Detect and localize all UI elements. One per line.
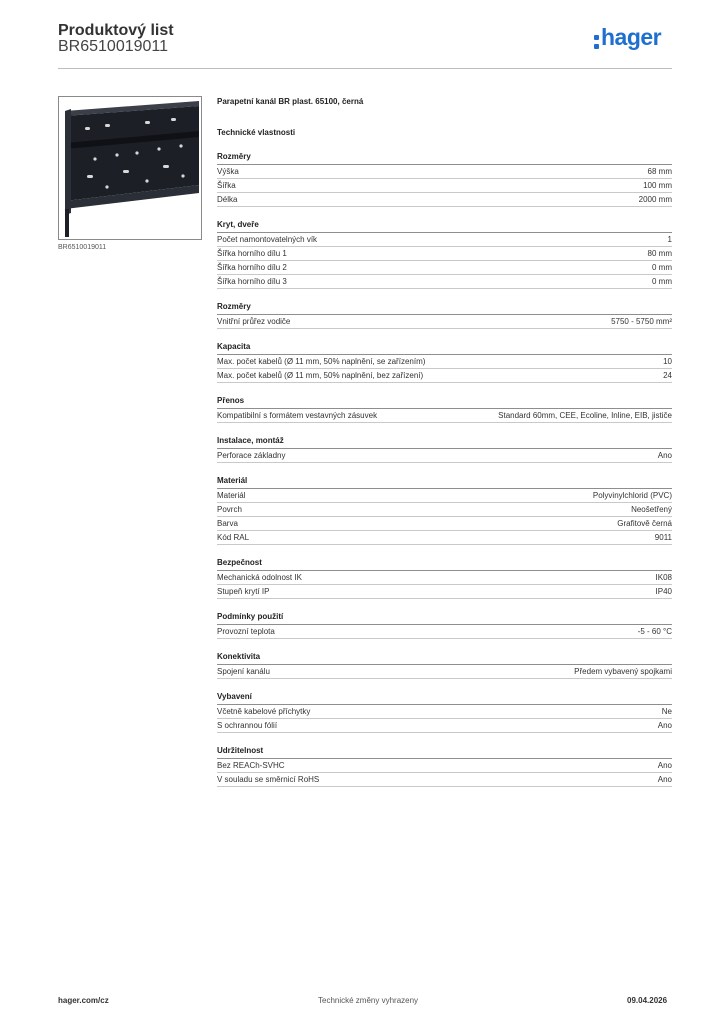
spec-label: Materiál <box>217 491 246 500</box>
section-title: Vybavení <box>217 691 672 705</box>
spec-row <box>217 705 672 719</box>
spec-label: Max. počet kabelů (Ø 11 mm, 50% naplnění, bez zařízení) <box>217 371 424 380</box>
spec-value: Ano <box>657 721 672 730</box>
spec-label: Bez REACh-SVHC <box>217 761 285 770</box>
spec-row <box>217 503 672 517</box>
spec-section <box>217 745 672 787</box>
spec-label: Počet namontovatelných vík <box>217 235 318 244</box>
spec-row <box>217 179 672 193</box>
spec-label: Barva <box>217 519 238 528</box>
spec-section <box>217 475 672 545</box>
spec-value: 68 mm <box>647 167 672 176</box>
spec-value: Ano <box>657 761 672 770</box>
section-title: Kapacita <box>217 341 672 355</box>
spec-value: 5750 - 5750 mm² <box>611 317 672 326</box>
section-title: Udržitelnost <box>217 745 672 759</box>
spec-label: Šířka horního dílu 3 <box>217 277 287 286</box>
spec-sections <box>217 151 672 787</box>
spec-label: Kompatibilní s formátem vestavných zásuvek <box>217 411 378 420</box>
spec-section <box>217 219 672 289</box>
spec-label: Mechanická odolnost IK <box>217 573 302 582</box>
spec-label: Šířka <box>217 181 236 190</box>
spec-row <box>217 315 672 329</box>
footer-date: 09.04.2026 <box>627 996 668 1005</box>
section-title: Instalace, montáž <box>217 435 672 449</box>
spec-section <box>217 341 672 383</box>
spec-row <box>217 233 672 247</box>
spec-row <box>217 369 672 383</box>
spec-value: Ano <box>657 775 672 784</box>
spec-row <box>217 773 672 787</box>
section-title: Kryt, dveře <box>217 219 672 233</box>
spec-value: 0 mm <box>652 277 672 286</box>
spec-label: Šířka horního dílu 1 <box>217 249 287 258</box>
spec-row <box>217 355 672 369</box>
spec-row <box>217 531 672 545</box>
spec-label: Spojení kanálu <box>217 667 270 676</box>
spec-row <box>217 517 672 531</box>
spec-section <box>217 611 672 639</box>
product-name: Parapetní kanál BR plast. 65100, černá <box>217 97 364 106</box>
spec-row <box>217 409 672 423</box>
spec-label: Povrch <box>217 505 242 514</box>
spec-row <box>217 585 672 599</box>
spec-section <box>217 691 672 733</box>
spec-label: S ochrannou fólií <box>217 721 278 730</box>
spec-value: -5 - 60 °C <box>637 627 672 636</box>
spec-row <box>217 247 672 261</box>
spec-label: Délka <box>217 195 238 204</box>
section-title: Přenos <box>217 395 672 409</box>
product-code: BR6510019011 <box>58 38 169 55</box>
hager-logo[interactable] <box>594 26 674 54</box>
spec-label: Stupeň krytí IP <box>217 587 270 596</box>
spec-label: Provozní teplota <box>217 627 275 636</box>
spec-row <box>217 275 672 289</box>
header-divider <box>58 68 672 69</box>
spec-row <box>217 449 672 463</box>
spec-value: Ne <box>661 707 672 716</box>
spec-label: Max. počet kabelů (Ø 11 mm, 50% naplnění, se zařízením) <box>217 357 426 366</box>
product-image <box>58 96 202 240</box>
spec-value: 2000 mm <box>638 195 672 204</box>
spec-value: 1 <box>667 235 672 244</box>
section-title: Podmínky použití <box>217 611 672 625</box>
footer-website[interactable]: hager.com/cz <box>58 996 109 1005</box>
spec-section <box>217 435 672 463</box>
spec-label: Kód RAL <box>217 533 250 542</box>
spec-label: V souladu se směrnicí RoHS <box>217 775 320 784</box>
spec-value: Předem vybavený spojkami <box>574 667 672 676</box>
spec-label: Výška <box>217 167 239 176</box>
spec-section <box>217 395 672 423</box>
logo-wordmark: hager <box>601 24 662 50</box>
image-caption: BR6510019011 <box>58 244 107 251</box>
section-title: Rozměry <box>217 151 672 165</box>
section-title: Bezpečnost <box>217 557 672 571</box>
spec-section <box>217 651 672 679</box>
tech-properties-title: Technické vlastnosti <box>217 128 296 137</box>
spec-row <box>217 759 672 773</box>
spec-value: Ano <box>657 451 672 460</box>
spec-row <box>217 719 672 733</box>
section-title: Materiál <box>217 475 672 489</box>
spec-section <box>217 301 672 329</box>
footer-note: Technické změny vyhrazeny <box>318 996 419 1005</box>
spec-value: Polyvinylchlorid (PVC) <box>592 491 672 500</box>
spec-value: 24 <box>663 371 672 380</box>
spec-value: Neošetřený <box>631 505 672 514</box>
spec-row <box>217 165 672 179</box>
spec-row <box>217 193 672 207</box>
spec-value: Standard 60mm, CEE, Ecoline, Inline, EIB, jističe <box>498 411 672 420</box>
spec-label: Šířka horního dílu 2 <box>217 263 287 272</box>
spec-row <box>217 261 672 275</box>
spec-row <box>217 571 672 585</box>
spec-label: Včetně kabelové příchytky <box>217 707 311 716</box>
spec-value: Grafitově černá <box>617 519 672 528</box>
spec-row <box>217 625 672 639</box>
spec-value: 0 mm <box>652 263 672 272</box>
cable-trunking-icon <box>59 97 201 239</box>
spec-label: Vnitřní průřez vodiče <box>217 317 291 326</box>
logo-dots-icon <box>594 35 599 53</box>
spec-row <box>217 489 672 503</box>
spec-value: 80 mm <box>647 249 672 258</box>
spec-content <box>217 96 672 799</box>
spec-label: Perforace základny <box>217 451 286 460</box>
spec-section <box>217 151 672 207</box>
spec-value: IK08 <box>655 573 672 582</box>
spec-value: 100 mm <box>643 181 672 190</box>
spec-section <box>217 557 672 599</box>
spec-row <box>217 665 672 679</box>
page-title: Produktový list <box>58 22 174 39</box>
spec-value: IP40 <box>655 587 672 596</box>
spec-value: 9011 <box>654 533 672 542</box>
section-title: Konektivita <box>217 651 672 665</box>
section-title: Rozměry <box>217 301 672 315</box>
spec-value: 10 <box>663 357 672 366</box>
